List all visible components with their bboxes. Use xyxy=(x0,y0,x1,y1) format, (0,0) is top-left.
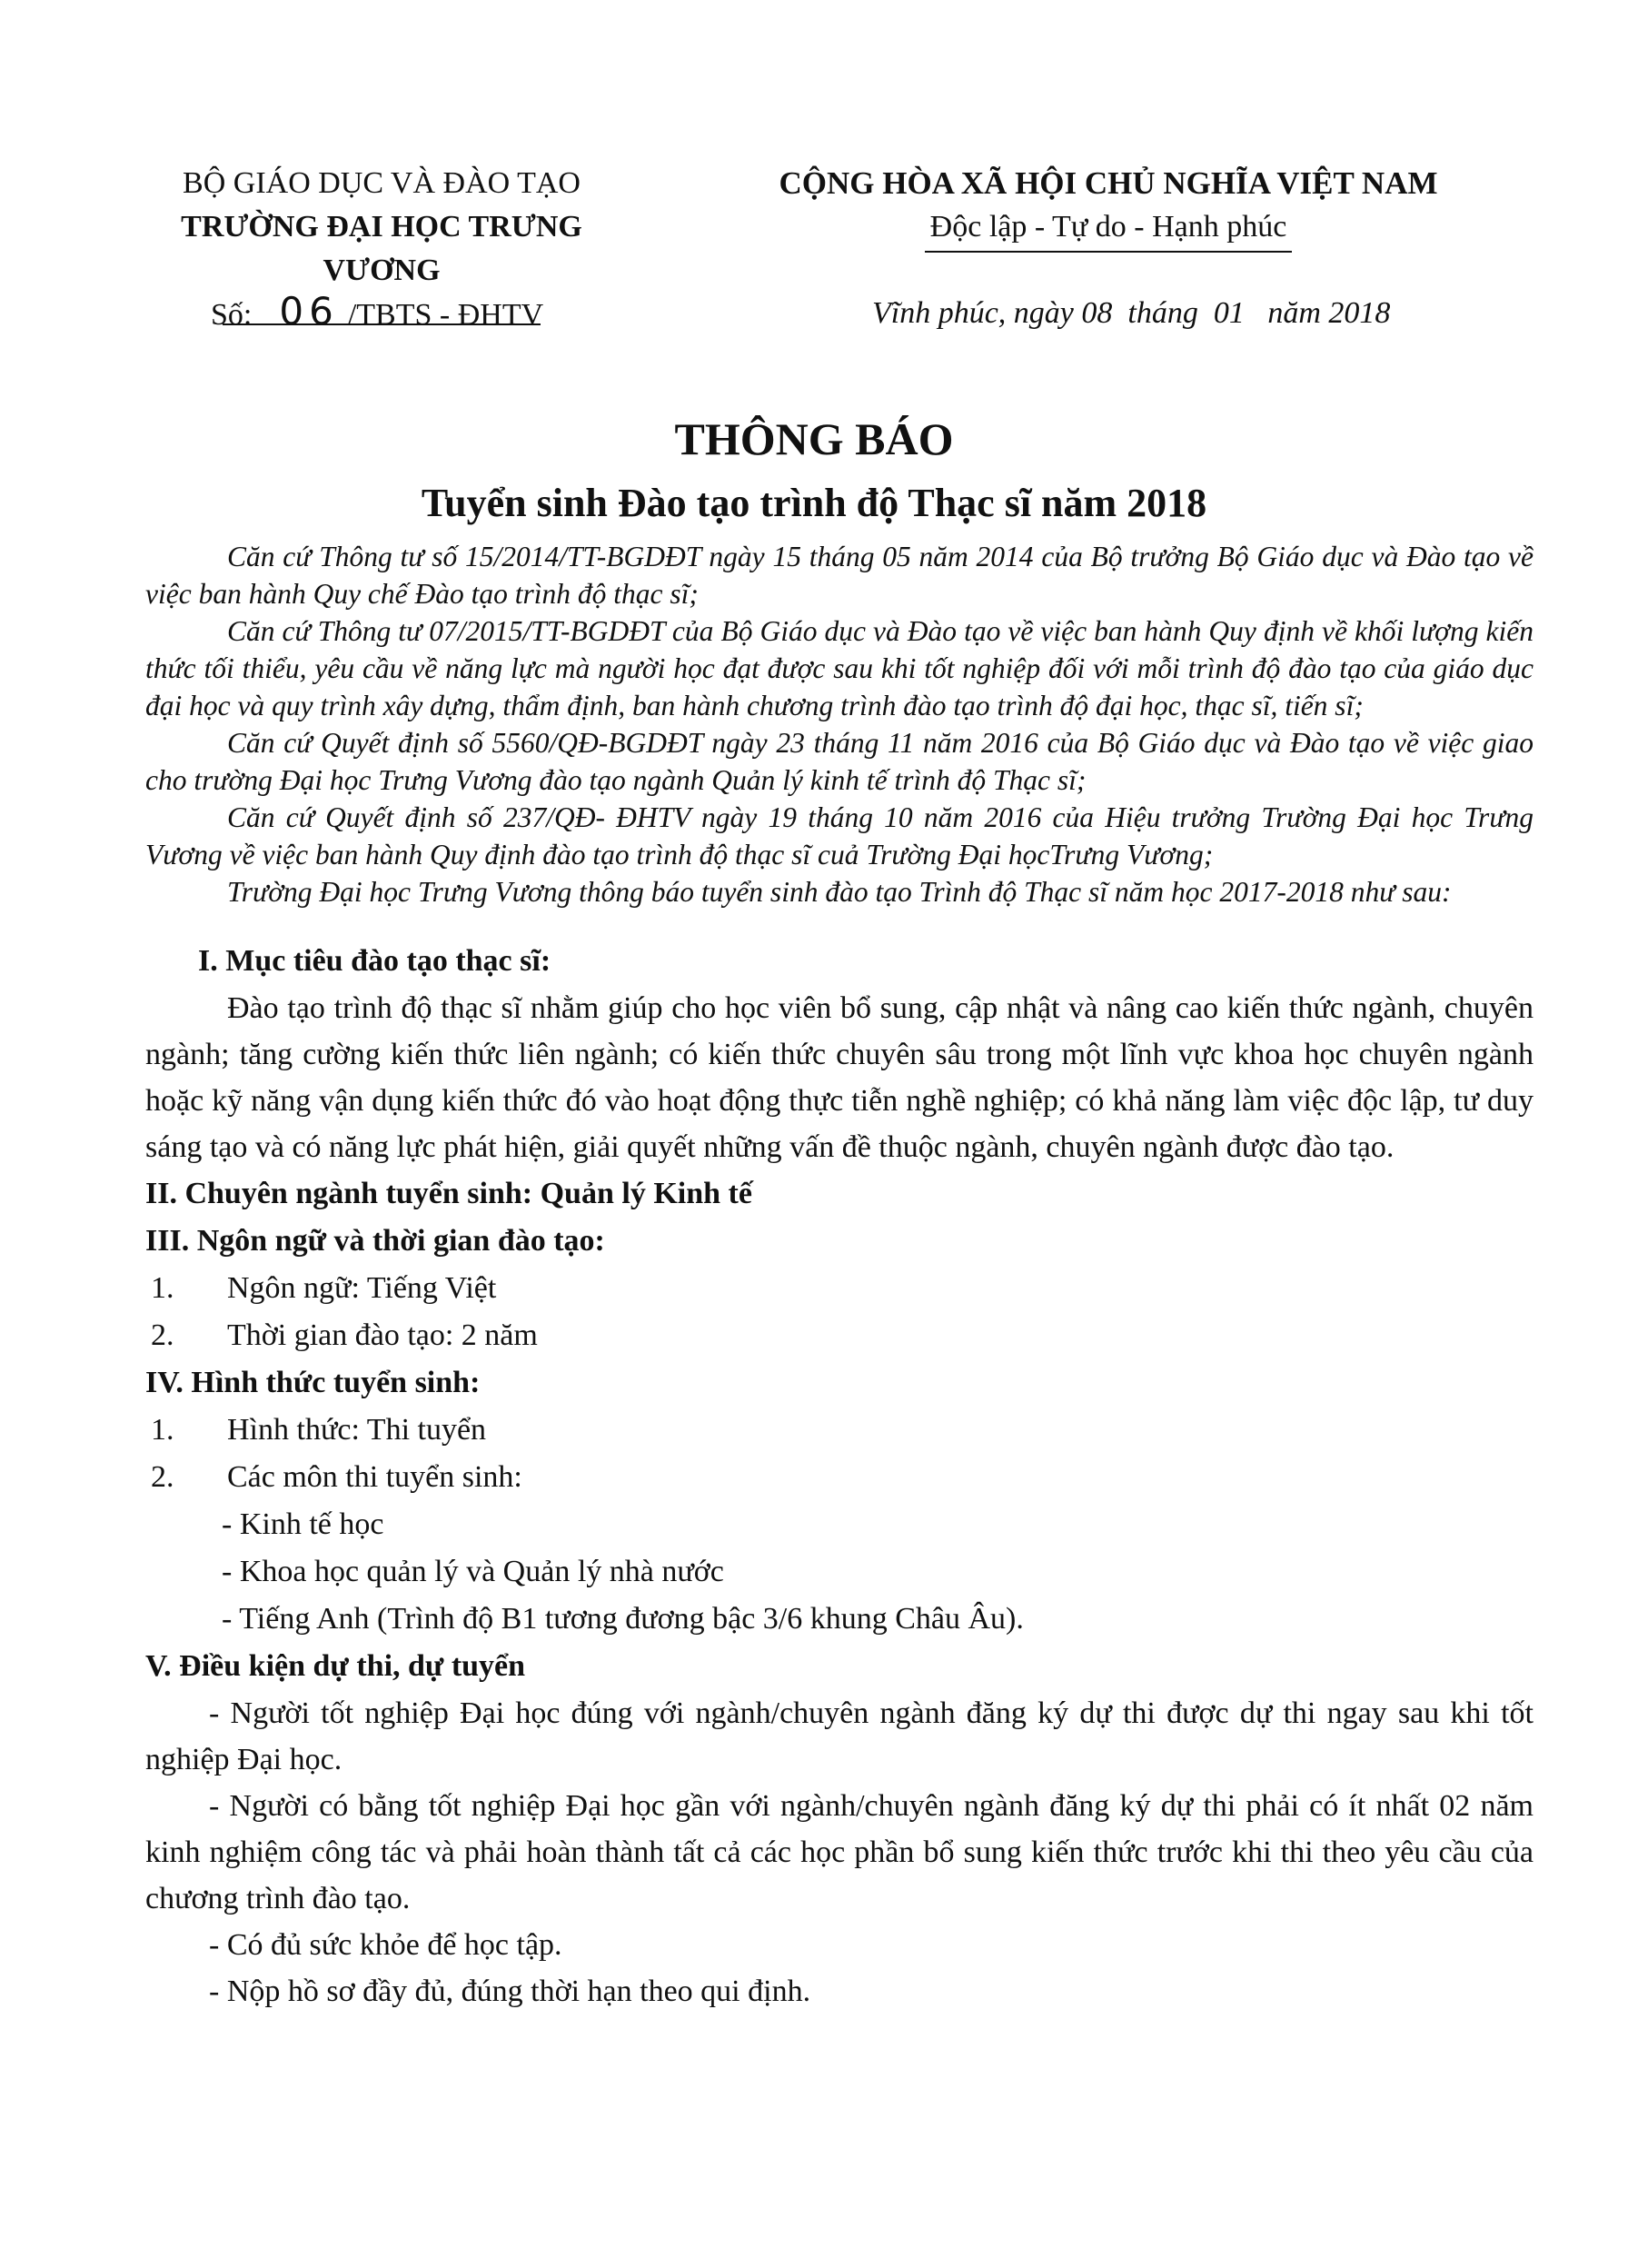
list-item: 1. Hình thức: Thi tuyển xyxy=(151,1413,487,1447)
section-objectives xyxy=(145,938,1534,1170)
exam-subject: - Khoa học quản lý và Quản lý nhà nước xyxy=(222,1555,724,1588)
condition-item: - Người có bằng tốt nghiệp Đại học gần với ngành/chuyên ngành đăng ký dự thi phải có ít nhất 02 năm kinh nghiệm công tác và phải hoàn thành tất cả các học phần bổ sung kiến thức trước khi thi theo yêu cầu của chương trình đào tạo. xyxy=(145,1789,1534,1915)
section-heading: II. Chuyên ngành tuyển sinh: Quản lý Kinh tế xyxy=(145,1177,752,1210)
document-subtitle: Tuyển sinh Đào tạo trình độ Thạc sĩ năm 2018 xyxy=(421,481,1207,525)
ministry-name: BỘ GIÁO DỤC VÀ ĐÀO TẠO xyxy=(183,166,581,200)
condition-item: - Người tốt nghiệp Đại học đúng với ngành/chuyên ngành đăng ký dự thi được dự thi ngay sau khi tốt nghiệp Đại học. xyxy=(145,1696,1534,1776)
section-conditions xyxy=(145,1643,1534,2014)
condition-item: - Nộp hồ sơ đầy đủ, đúng thời hạn theo qui định. xyxy=(209,1975,811,2008)
legal-basis xyxy=(145,538,1534,910)
section-heading: III. Ngôn ngữ và thời gian đào tạo: xyxy=(145,1224,605,1258)
document-code: /TBTS - ĐHTV xyxy=(347,298,544,332)
exam-subject: - Tiếng Anh (Trình độ B1 tương đương bậc 3/6 khung Châu Âu). xyxy=(222,1602,1024,1636)
document-title: THÔNG BÁO xyxy=(674,413,954,464)
condition-item: - Có đủ sức khỏe để học tập. xyxy=(209,1928,562,1962)
exam-subject: - Kinh tế học xyxy=(222,1507,384,1541)
section-heading: V. Điều kiện dự thi, dự tuyển xyxy=(145,1649,526,1683)
section-heading: I. Mục tiêu đào tạo thạc sĩ: xyxy=(198,944,551,978)
legal-basis-item: Căn cứ Thông tư 07/2015/TT-BGDĐT của Bộ Giáo dục và Đào tạo về việc ban hành Quy định về khối lượng kiến thức tối thiểu, yêu cầu về năng lực mà người học đạt được sau khi tốt nghiệp đối với mỗi trình độ đào tạo của giáo dục đại học và quy trình xây dựng, thẩm định, ban hành chương trình đào tạo trình độ đại học, thạc sĩ, tiến sĩ; xyxy=(145,615,1534,721)
university-name: TRƯỜNG ĐẠI HỌC TRƯNG VƯƠNG xyxy=(181,210,582,287)
list-item: 2. Các môn thi tuyển sinh: xyxy=(151,1460,522,1494)
list-item: 2. Thời gian đào tạo: 2 năm xyxy=(151,1318,538,1352)
document-body xyxy=(145,538,1534,2014)
document-number-label: Số: xyxy=(211,298,253,332)
document-number-value: 06 xyxy=(279,289,339,333)
republic-name: CỘNG HÒA XÃ HỘI CHỦ NGHĨA VIỆT NAM xyxy=(779,165,1438,201)
list-item: 1. Ngôn ngữ: Tiếng Việt xyxy=(151,1271,497,1305)
section-language-duration xyxy=(145,1218,1534,1359)
section-major xyxy=(145,1170,1534,1218)
document-date: Vĩnh phúc, ngày 08 tháng 01 năm 2018 xyxy=(872,296,1391,330)
national-motto: Độc lập - Tự do - Hạnh phúc xyxy=(925,205,1293,253)
document-number xyxy=(211,289,543,338)
section-paragraph: Đào tạo trình độ thạc sĩ nhằm giúp cho học viên bổ sung, cập nhật và nâng cao kiến thức ngành, chuyên ngành; tăng cường kiến thức liên ngành; có kiến thức chuyên sâu trong một lĩnh vực khoa học chuyên ngành hoặc kỹ năng vận dụng kiến thức đó vào hoạt động thực tiễn nghề nghiệp; có khả năng làm việc độc lập, tư duy sáng tạo và có năng lực phát hiện, giải quyết những vấn đề thuộc ngành, chuyên ngành được đào tạo. xyxy=(145,991,1534,1164)
legal-basis-item: Căn cứ Thông tư số 15/2014/TT-BGDĐT ngày 15 tháng 05 năm 2014 của Bộ trưởng Bộ Giáo dục và Đào tạo về việc ban hành Quy chế Đào tạo trình độ thạc sĩ; xyxy=(145,541,1534,610)
national-heading xyxy=(745,162,1472,253)
section-admission-form xyxy=(145,1359,1534,1643)
legal-basis-item: Trường Đại học Trưng Vương thông báo tuyển sinh đào tạo Trình độ Thạc sĩ năm học 2017-2018 như sau: xyxy=(227,876,1452,908)
section-heading: IV. Hình thức tuyển sinh: xyxy=(145,1366,481,1399)
legal-basis-item: Căn cứ Quyết định số 5560/QĐ-BGDĐT ngày 23 tháng 11 năm 2016 của Bộ Giáo dục và Đào tạo về việc giao cho trường Đại học Trưng Vương đào tạo ngành Quản lý kinh tế trình độ Thạc sĩ; xyxy=(145,727,1534,796)
legal-basis-item: Căn cứ Quyết định số 237/QĐ- ĐHTV ngày 19 tháng 10 năm 2016 của Hiệu trưởng Trường Đại học Trưng Vương về việc ban hành Quy định đào tạo trình độ thạc sĩ cuả Trường Đại họcTrưng Vương; xyxy=(145,801,1534,870)
